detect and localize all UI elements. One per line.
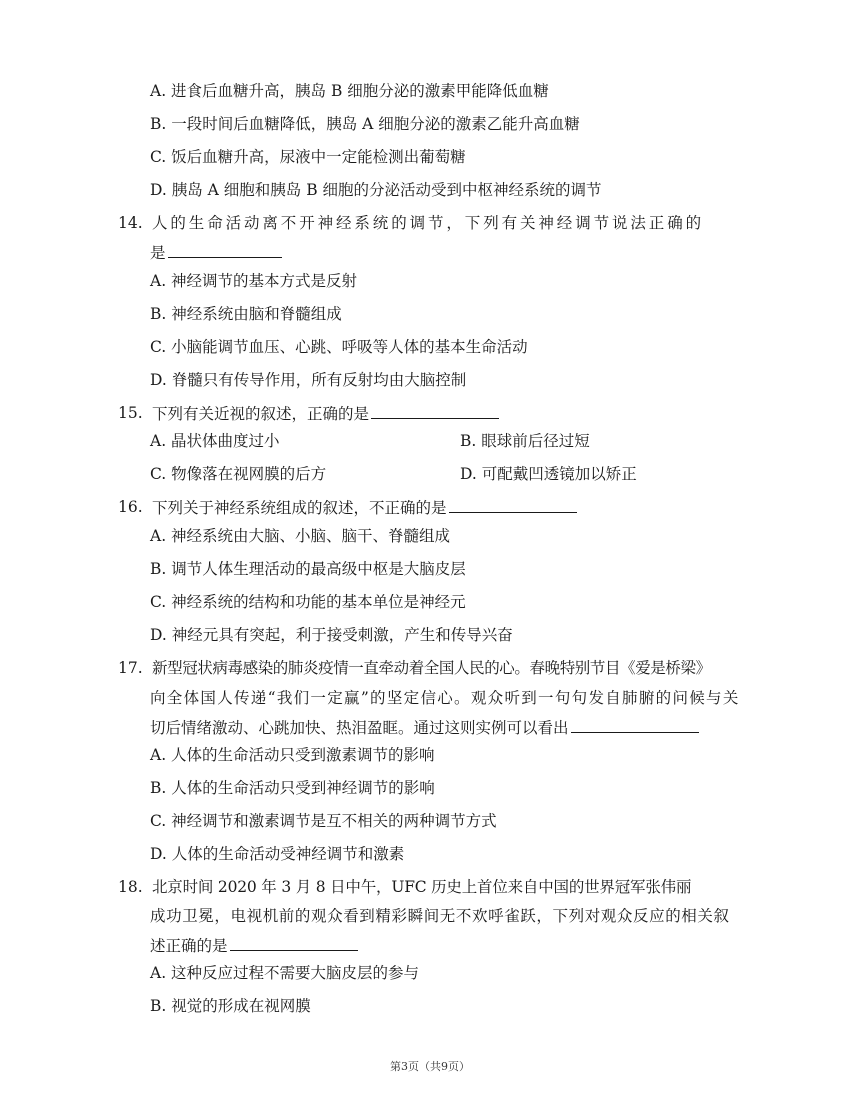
q14-stem-line1: 人的生命活动离不开神经系统的调节，下列有关神经调节说法正确的 xyxy=(152,214,705,232)
q15-stem: 下列有关近视的叙述，正确的是 xyxy=(152,403,499,424)
q17-number: 17. xyxy=(118,659,143,677)
q14-option-a: A. 神经调节的基本方式是反射 xyxy=(150,272,358,290)
q15-option-b: B. 眼球前后径过短 xyxy=(460,432,590,450)
q16-answer-blank[interactable] xyxy=(449,497,577,513)
q17-stem-line3: 切后情绪激动、心跳加快、热泪盈眶。通过这则实例可以看出 xyxy=(150,717,699,738)
q13-option-d: D. 胰岛 A 细胞和胰岛 B 细胞的分泌活动受到中枢神经系统的调节 xyxy=(150,181,602,199)
q18-stem-line3: 述正确的是 xyxy=(150,935,358,956)
q16-option-b: B. 调节人体生理活动的最高级中枢是大脑皮层 xyxy=(150,560,466,578)
q13-option-c: C. 饭后血糖升高，尿液中一定能检测出葡萄糖 xyxy=(150,148,466,166)
q18-answer-blank[interactable] xyxy=(230,935,358,951)
q18-number: 18. xyxy=(118,878,143,896)
q14-option-b: B. 神经系统由脑和脊髓组成 xyxy=(150,305,342,323)
q17-option-b: B. 人体的生命活动只受到神经调节的影响 xyxy=(150,779,435,797)
q14-number: 14. xyxy=(118,214,143,232)
q16-option-c: C. 神经系统的结构和功能的基本单位是神经元 xyxy=(150,593,466,611)
q16-option-a: A. 神经系统由大脑、小脑、脑干、脊髓组成 xyxy=(150,527,451,545)
q15-number: 15. xyxy=(118,404,143,422)
page-footer: 第3页（共9页） xyxy=(390,1060,470,1073)
q18-stem-line2: 成功卫冕，电视机前的观众看到精彩瞬间无不欢呼雀跃，下列对观众反应的相关叙 xyxy=(150,907,730,925)
q14-answer-blank[interactable] xyxy=(168,242,282,258)
q17-answer-blank[interactable] xyxy=(571,717,699,733)
q17-option-c: C. 神经调节和激素调节是互不相关的两种调节方式 xyxy=(150,812,497,830)
q14-option-c: C. 小脑能调节血压、心跳、呼吸等人体的基本生命活动 xyxy=(150,338,528,356)
q18-option-a: A. 这种反应过程不需要大脑皮层的参与 xyxy=(150,964,420,982)
q16-stem: 下列关于神经系统组成的叙述，不正确的是 xyxy=(152,497,577,518)
q17-option-d: D. 人体的生命活动受神经调节和激素 xyxy=(150,845,405,863)
q16-option-d: D. 神经元具有突起，利于接受刺激，产生和传导兴奋 xyxy=(150,626,513,644)
q18-stem-line1: 北京时间 2020 年 3 月 8 日中午，UFC 历史上首位来自中国的世界冠军张伟丽 xyxy=(152,878,692,896)
q17-option-a: A. 人体的生命活动只受到激素调节的影响 xyxy=(150,746,435,764)
q14-stem-line2: 是 xyxy=(150,242,282,263)
q14-option-d: D. 脊髓只有传导作用，所有反射均由大脑控制 xyxy=(150,371,467,389)
q15-option-d: D. 可配戴凹透镜加以矫正 xyxy=(460,465,637,483)
q15-option-a: A. 晶状体曲度过小 xyxy=(150,432,280,450)
q17-stem-line1: 新型冠状病毒感染的肺炎疫情一直牵动着全国人民的心。春晚特别节目《爱是桥梁》 xyxy=(152,659,711,677)
q13-option-b: B. 一段时间后血糖降低，胰岛 A 细胞分泌的激素乙能升高血糖 xyxy=(150,115,580,133)
q15-answer-blank[interactable] xyxy=(371,403,499,419)
q15-option-c: C. 物像落在视网膜的后方 xyxy=(150,465,327,483)
q16-number: 16. xyxy=(118,498,143,516)
q17-stem-line2: 向全体国人传递“我们一定赢”的坚定信心。观众听到一句句发自肺腑的问候与关 xyxy=(150,689,740,707)
q18-option-b: B. 视觉的形成在视网膜 xyxy=(150,997,311,1015)
q13-option-a: A. 进食后血糖升高，胰岛 B 细胞分泌的激素甲能降低血糖 xyxy=(150,82,549,100)
